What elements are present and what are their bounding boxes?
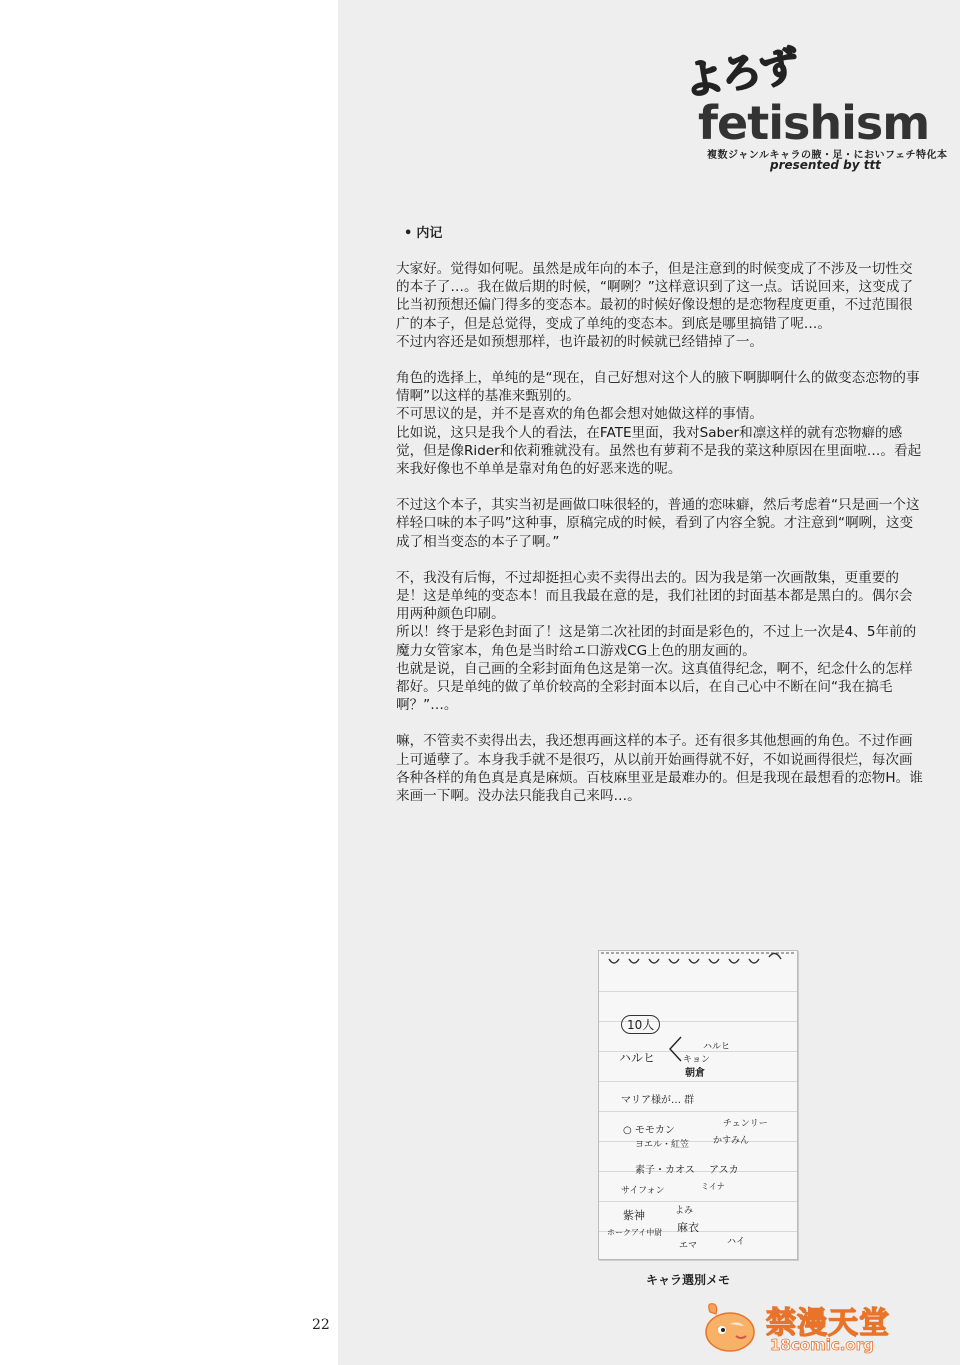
logo-presented-by: presented by ttt [770,158,881,172]
memo-note: エマ [679,1241,698,1251]
memo-note: かすみん [713,1136,750,1146]
memo-note: よみ [675,1206,694,1216]
memo-note: ホークアイ中尉 [607,1228,663,1237]
memo-note: 朝倉 [685,1068,705,1079]
memo-note: 10人 [621,1015,660,1034]
watermark-title: 禁漫天堂 [766,1306,890,1341]
paragraph-line: 不，我没有后悔，不过却挺担心卖不卖得出去的。因为我是第一次画散集，更重要的是！这是单纯的变态本！而且我最在意的是，我们社团的封面基本都是黑白的。偶尔会用两种颜色印刷。 [396,569,913,623]
memo-note: ミイナ [701,1182,725,1191]
spiral-binding-icon [601,947,795,969]
memo-note: サイフォン [621,1186,665,1196]
bullet-icon: • [404,226,413,241]
logo-subtitle: 複数ジャンルキャラの腋・足・においフェチ特化本 [707,150,948,161]
afterword-body [396,260,926,805]
memo-note: ハルヒ [619,1051,656,1065]
memo-note: 麻衣 [677,1221,699,1234]
memo-note: ヨエル・紅笠 [635,1140,690,1150]
paragraph-line: 不过这个本子，其实当初是画做口味很轻的，普通的恋味癖，然后考虑着“只是画一个这样轻口味的本子吗”这种事，原稿完成的时候，看到了内容全貌。才注意到“啊咧，这变成了相当变态的本子了啊。” [396,497,920,550]
paragraph-line: 大家好。觉得如何呢。虽然是成年向的本子，但是注意到的时候变成了不涉及一切性交的本子了…。我在做后期的时候，“啊咧？”这样意识到了这一点。话说回来，这变成了比当初预想还偏门得多的变态本。最初的时候好像设想的是恋物程度更重，不过范围很广的本子，但是总觉得，变成了单纯的变态本。到底是哪里搞错了呢…。 [396,261,914,332]
logo-kana: よろず [680,43,801,105]
site-watermark [700,1296,940,1356]
memo-note: チェンリー [723,1119,768,1129]
paragraph-line: 角色的选择上，单纯的是“现在，自己好想对这个人的腋下啊脚啊什么的做变态恋物的事情啊”以这样的基准来甄别的。 [396,370,920,405]
memo-note: ハルヒ [703,1042,731,1052]
memo-note: 紫神 [623,1209,645,1222]
mascot-logo-icon [700,1302,760,1354]
watermark-url: 18comic.org [770,1336,874,1354]
paragraph-line: 也就是说，自己画的全彩封面角色这是第一次。这真值得纪念，啊不，纪念什么的怎样都好。只是单纯的做了单价较高的全彩封面本以后，在自己心中不断在问“我在搞毛啊？”…。 [396,660,913,714]
memo-note: アスカ [709,1165,739,1176]
paragraph-line: 嘛，不管卖不卖得出去，我还想再画这样的本子。还有很多其他想画的角色。不过作画上可遁孽了。本身我手就不是很巧，从以前开始画得就不好，不如说画得很烂，每次画各种各样的角色真是真是麻烦。百枝麻里亚是最难办的。但是我现在最想看的恋物H。谁来画一下啊。没办法只能我自己来吗…。 [396,733,923,805]
memo-caption: キャラ選別メモ [646,1273,731,1287]
bracket-arrow-icon [667,1035,683,1063]
memo-notepad [598,950,798,1260]
logo-title: fetishism [698,96,930,150]
memo-note: ハイ [727,1237,746,1247]
blank-left-page [0,0,338,1365]
memo-note: キョン [683,1055,711,1065]
paragraph-line: 不过内容还是如预想那样，也许最初的时候就已经错掉了一。 [396,333,764,350]
memo-note: マリア様が… 群 [621,1095,695,1106]
memo-note: 素子・カオス [635,1165,695,1176]
section-heading [404,222,442,241]
paragraph-line: 比如说，这只是我个人的看法，在FATE里面，我对Saber和凛这样的就有恋物癖的感觉，但是像Rider和依莉雅就没有。虽然也有萝莉不是我的菜这种原因在里面啦…。看起来我好像也不单单是靠对角色的好恶来选的呢。 [396,424,922,478]
paragraph-line: 不可思议的是，并不是喜欢的角色都会想对她做这样的事情。 [396,406,764,423]
paragraph-line: 所以！终于是彩色封面了！这是第二次社团的封面是彩色的，不过上一次是4、5年前的魔力女管家本，角色是当时给エ口游戏CG上色的朋友画的。 [396,624,917,659]
memo-note: ○ モモカン [623,1125,675,1136]
section-title: 内记 [416,226,443,241]
page-number: 22 [312,1317,330,1333]
